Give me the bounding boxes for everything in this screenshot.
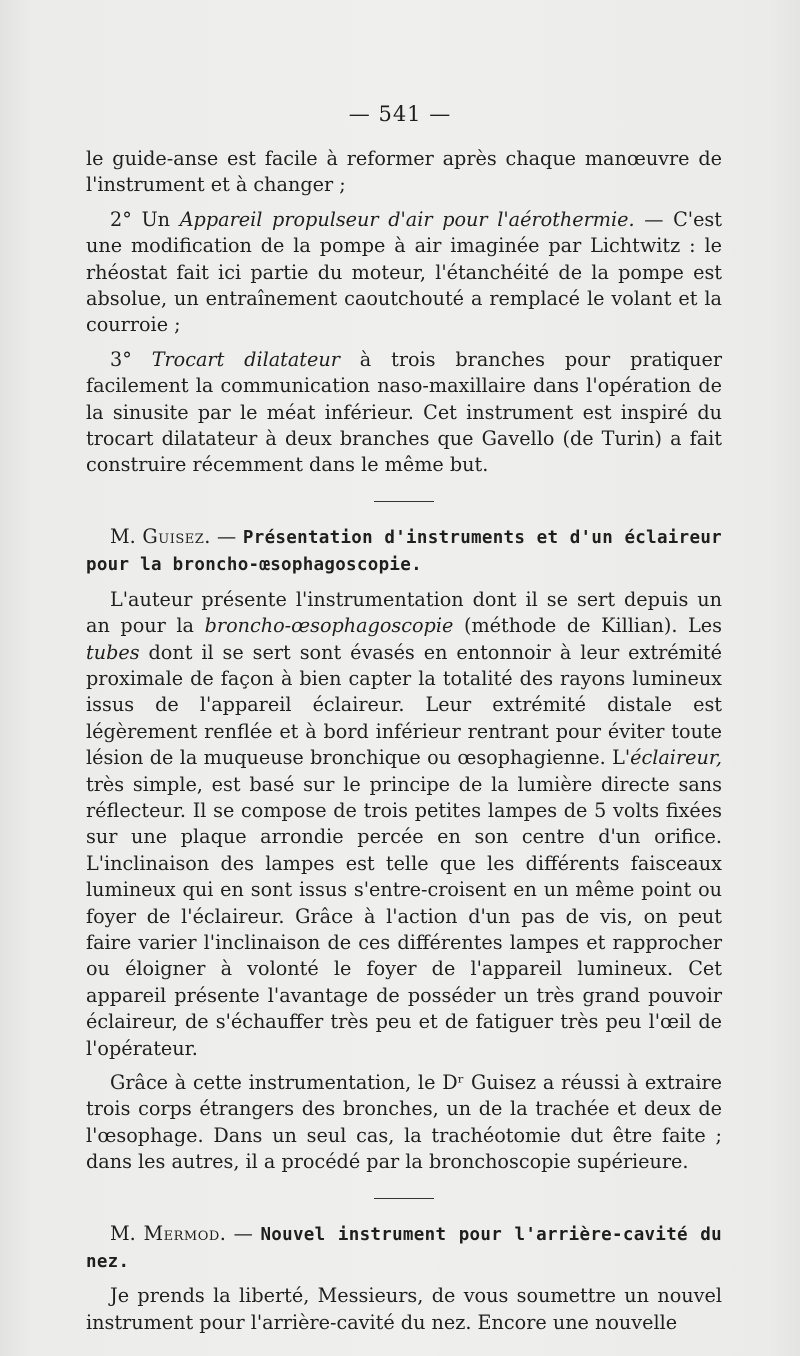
author-suffix: . — [204, 524, 243, 548]
section-divider [374, 1198, 434, 1199]
page-number: — 541 — [348, 102, 452, 126]
paragraph-item-2 [86, 207, 722, 339]
item-number: 3° [110, 347, 152, 371]
section-divider [374, 501, 434, 502]
section-title: Nouvel instrument pour l'arrière-cavité du nez. [86, 1224, 722, 1273]
section-heading-guisez [86, 524, 722, 579]
paragraph-mermod-1: Je prends la liberté, Messieurs, de vous soumettre un nouvel instrument pour l'arrière-cavité du nez. Encore une nouvelle [86, 1284, 722, 1334]
paragraph-guisez-2: Grâce à cette instrumentation, le Dʳ Guisez a réussi à extraire trois corps étrangers des bronches, un de la trachée et deux de l'œsophage. Dans un seul cas, la trachéotomie dut être faite ; dans les autres, il a procédé par la bronchoscopie supérieure. [86, 1071, 722, 1174]
item-number: 2° Un [110, 207, 180, 231]
section-title: Présentation d'instruments et d'un éclaireur pour la broncho-œsophagoscopie. [86, 527, 722, 576]
item-title: Trocart dilatateur [151, 347, 340, 371]
paragraph-item-3 [86, 347, 722, 479]
author-name: Mermod [143, 1221, 220, 1245]
text-run-italic: éclaireur, [630, 746, 722, 770]
item-text: à trois branches pour pratiquer facilement la communication naso-maxillaire dans l'opération de la sinusite par le méat inférieur. Cet instrument est inspiré du trocart dilatateur à deux branches que Gavello (de Turin) a fait construire récemment dans le même but. [86, 347, 722, 477]
body-text [86, 146, 722, 1336]
item-text: — C'est une modification de la pompe à air imaginée par Lichtwitz : le rhéostat fait ici partie du moteur, l'étanchéité de la pompe est absolue, un entraînement caoutchouté a remplacé le volant et la courroie ; [86, 207, 722, 337]
author-suffix: . — [219, 1221, 261, 1245]
text-run: dont il se sert sont évasés en entonnoir à leur extrémité proximale de façon à bien capter la totalité des rayons lumineux issus de l'appareil éclaireur. Leur extrémité distale est légèrement renflée et à bord inférieur rentrant pour éviter toute lésion de la muqueuse bronchique ou œsophagienne. L' [86, 640, 722, 770]
author-prefix: M. [110, 1221, 144, 1245]
paragraph-continuation: le guide-anse est facile à reformer après chaque manœuvre de l'instrument et à changer ; [86, 147, 722, 197]
text-run: très simple, est basé sur le principe de la lumière directe sans réflecteur. Il se compose de trois petites lampes de 5 volts fixées sur une plaque arrondie percée en son centre d'un orifice. L'inclinaison des lampes est telle que les différents faisceaux lumineux qui en sont issus s'entre-croisent en un même point ou foyer de l'éclaireur. Grâce à l'action d'un pas de vis, on peut faire varier l'inclinaison de ces différentes lampes et rapprocher ou éloigner à volonté le foyer de l'appareil lumineux. Cet appareil présente l'avantage de posséder un très grand pouvoir éclaireur, de s'échauffer très peu et de fatiguer très peu l'œil de l'opérateur. [86, 772, 722, 1060]
text-run-italic: broncho-œsophagoscopie [204, 614, 454, 638]
paragraph-guisez-1 [86, 587, 722, 1062]
text-run: L'auteur présente l'instrumentation dont il se sert depuis un an pour la [86, 587, 722, 638]
text-run-italic: tubes [86, 640, 140, 664]
text-run: (méthode de Killian). Les [453, 614, 722, 638]
item-title: Appareil propulseur d'air pour l'aérothermie. [179, 207, 635, 231]
author-name: Guisez [142, 524, 205, 548]
author-prefix: M. [110, 524, 143, 548]
section-heading-mermod [86, 1221, 722, 1276]
